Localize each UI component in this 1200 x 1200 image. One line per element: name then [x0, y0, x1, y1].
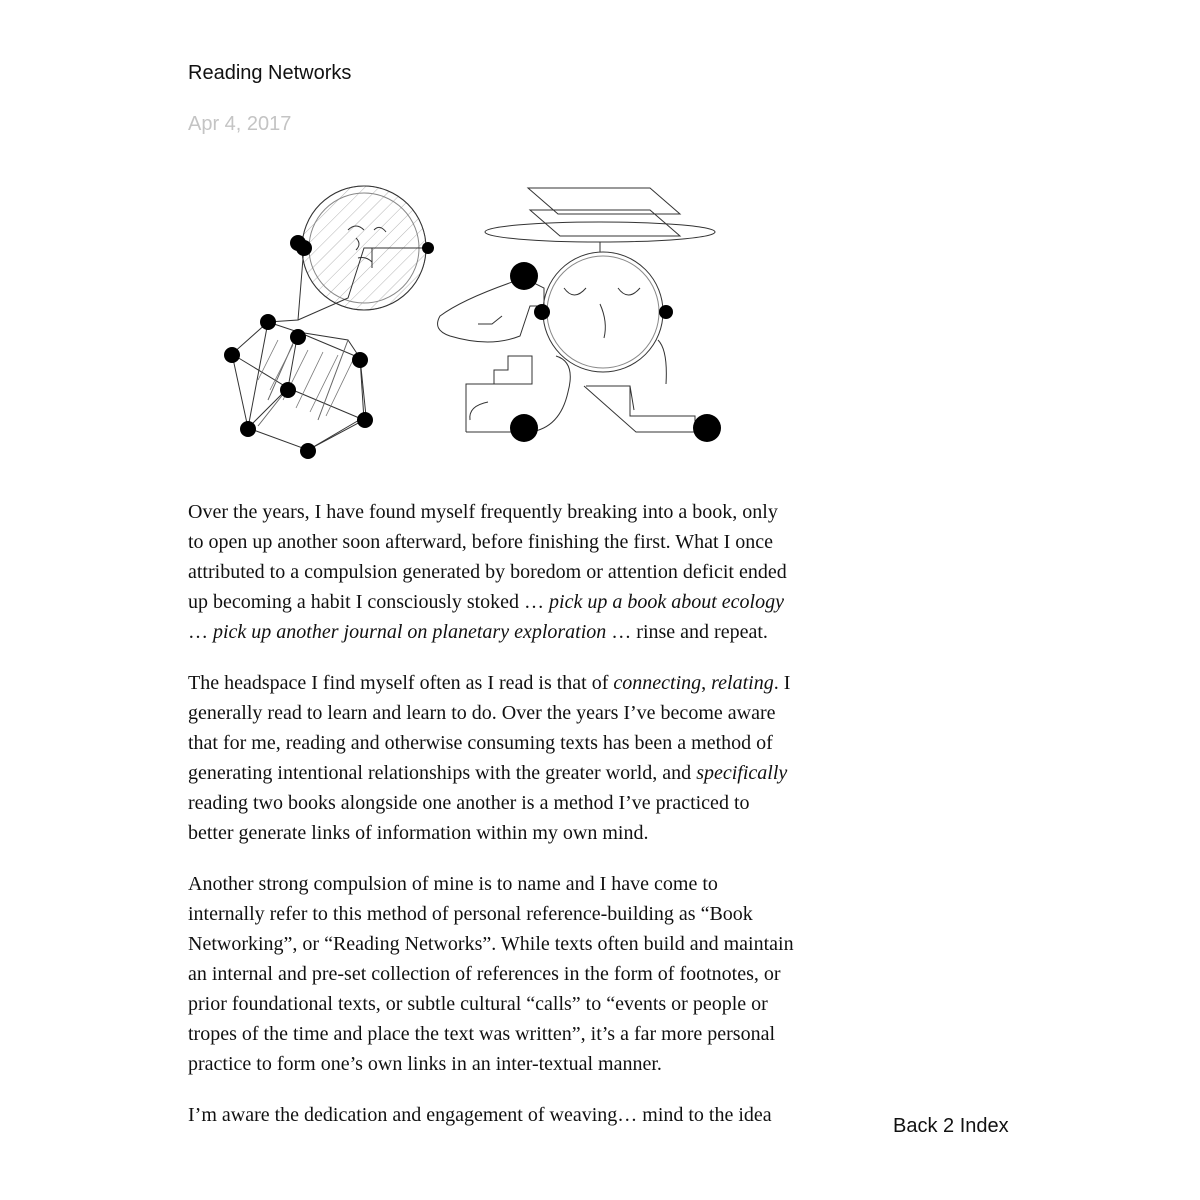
- text-span: … rinse and repeat.: [606, 621, 768, 643]
- back-to-index-link[interactable]: Back 2 Index: [893, 1115, 1009, 1137]
- text-span: . I generally read to learn and learn to do. Over the years I’ve become aware that for me, reading and otherwise consuming texts has been a method of generating intentional relationships with the greater world, and: [188, 672, 791, 784]
- text-span: …: [188, 621, 213, 643]
- text-span: Over the years, I have found myself frequently breaking into a book, only to open up another soon afterward, before finishing the first. What I once attributed to a compulsion generated by boredom or attention deficit ended up becoming a habit I consciously stoked …: [188, 501, 787, 613]
- text-span: The headspace I find myself often as I read is that of: [188, 672, 614, 694]
- paragraph-2: [188, 668, 798, 848]
- paragraph-4: I’m aware the dedication and engagement of weaving… mind to the idea: [188, 1104, 772, 1126]
- italic-span: pick up a book about ecology: [549, 591, 784, 613]
- reader-figure: [438, 188, 715, 432]
- paragraph-3: Another strong compulsion of mine is to name and I have come to internally refer to this method of personal reference-building as “Book Networking”, or “Reading Networks”. While texts often build and maintain an internal and pre-set collection of references in the form of footnotes, or prior foundational texts, or subtle cultural “calls” to “events or people or tropes of the time and place the text was written”, it’s a far more personal practice to form one’s own links in an inter-textual manner.: [188, 873, 794, 1075]
- text-span: ,: [701, 672, 712, 694]
- post-title: Reading Networks: [188, 62, 352, 84]
- italic-span: connecting: [613, 672, 702, 694]
- reading-network-illustration: [188, 180, 748, 470]
- italic-span: specifically: [696, 762, 788, 784]
- text-span: reading two books alongside one another is a method I’ve practiced to better generate links of information within my own mind.: [188, 792, 750, 844]
- italic-span: pick up another journal on planetary exploration: [213, 621, 607, 643]
- paragraph-1: [188, 497, 798, 647]
- post-body: [188, 497, 798, 1151]
- reader-nodes: [510, 262, 721, 442]
- italic-span: relating: [711, 672, 774, 694]
- post-date: Apr 4, 2017: [188, 113, 292, 135]
